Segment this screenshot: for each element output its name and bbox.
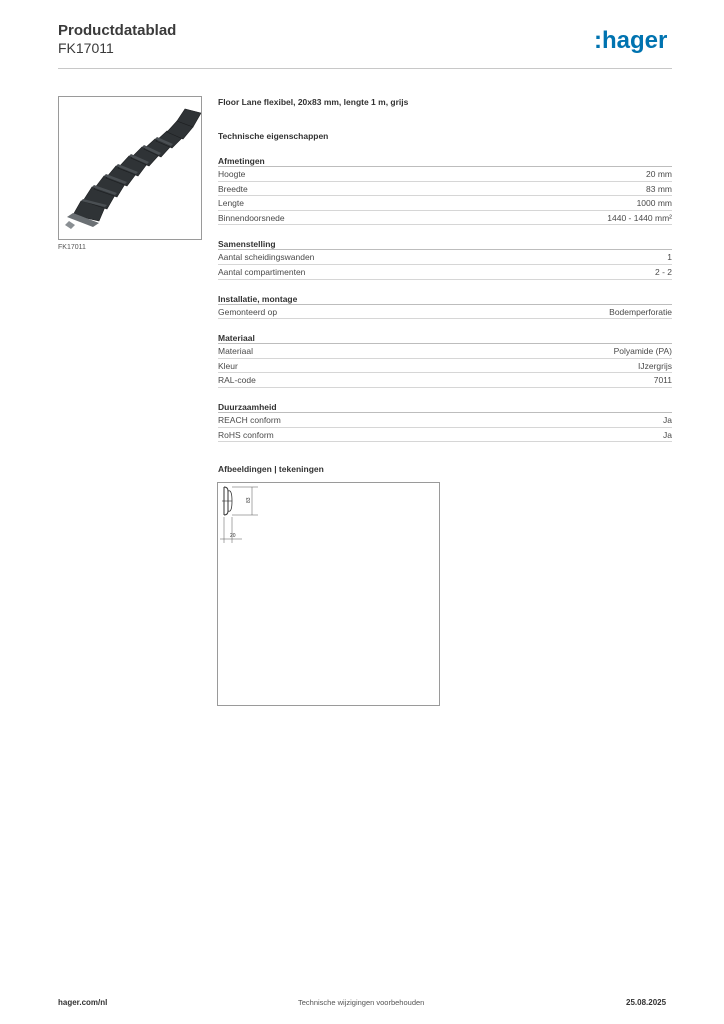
dimension-width: 20: [230, 533, 236, 539]
spec-row: [218, 211, 672, 226]
spec-label: REACH conform: [218, 414, 281, 425]
group-title: Samenstelling: [218, 238, 672, 250]
dimension-height: 83: [246, 497, 252, 503]
group-samenstelling: [218, 238, 672, 279]
group-title: Installatie, montage: [218, 293, 672, 305]
cross-section-drawing-icon: [218, 483, 439, 705]
footer-website[interactable]: hager.com/nl: [58, 998, 108, 1007]
spec-label: Aantal compartimenten: [218, 266, 306, 277]
spec-value: 1000 mm: [636, 198, 672, 209]
spec-row: [218, 305, 672, 320]
group-title: Materiaal: [218, 332, 672, 344]
product-code: FK17011: [58, 40, 114, 56]
page-title: Productdatablad: [58, 22, 177, 39]
spec-row: [218, 344, 672, 359]
spec-value: 7011: [653, 375, 672, 386]
spec-value: 2 - 2: [654, 266, 672, 277]
spec-value: IJzergrijs: [637, 360, 672, 371]
spec-value: Ja: [663, 429, 672, 440]
hager-logo: [594, 26, 676, 56]
spec-value: Bodemperforatie: [609, 306, 672, 317]
specifications: [218, 96, 672, 442]
group-installatie: [218, 293, 672, 320]
spec-value: 20 mm: [646, 169, 672, 179]
spec-label: Breedte: [218, 183, 248, 194]
spec-value: 83 mm: [646, 183, 672, 194]
spec-row: [218, 182, 672, 197]
spec-value: 1440 - 1440 mm²: [607, 212, 672, 223]
spec-label: Gemonteerd op: [218, 306, 278, 317]
group-duurzaamheid: [218, 401, 672, 442]
spec-row: [218, 359, 672, 374]
group-title: Afmetingen: [218, 155, 672, 167]
spec-row: [218, 265, 672, 280]
spec-label: Kleur: [218, 360, 238, 371]
group-materiaal: [218, 332, 672, 388]
header-divider: [58, 68, 672, 69]
spec-value: Polyamide (PA): [613, 346, 672, 357]
spec-row: [218, 428, 672, 443]
technical-title: Technische eigenschappen: [218, 131, 329, 141]
spec-label: RoHS conform: [218, 429, 274, 440]
group-title: Duurzaamheid: [218, 401, 672, 413]
drawings-title: Afbeeldingen | tekeningen: [218, 464, 324, 474]
footer-disclaimer: Technische wijzigingen voorbehouden: [298, 998, 425, 1007]
spec-row: [218, 413, 672, 428]
spec-row: [218, 373, 672, 388]
spec-label: Aantal scheidingswanden: [218, 252, 315, 263]
product-description: Floor Lane flexibel, 20x83 mm, lengte 1 m, grijs: [218, 97, 409, 107]
spec-label: RAL-code: [218, 375, 256, 386]
spec-row: [218, 250, 672, 265]
spec-label: Hoogte: [218, 169, 246, 179]
product-photo: [58, 96, 202, 240]
image-caption: FK17011: [58, 244, 86, 251]
spec-value: Ja: [663, 414, 672, 425]
flexible-floor-lane-photo-icon: [59, 97, 201, 239]
logo-text: :hager: [594, 27, 668, 54]
spec-value: 1: [667, 252, 672, 263]
footer-date: 25.08.2025: [626, 998, 667, 1007]
spec-row: [218, 196, 672, 211]
spec-label: Materiaal: [218, 346, 253, 357]
spec-label: Lengte: [218, 198, 244, 209]
group-afmetingen: [218, 155, 672, 225]
spec-label: Binnendoorsnede: [218, 212, 285, 223]
technical-drawing: [217, 482, 440, 706]
spec-row: [218, 167, 672, 182]
